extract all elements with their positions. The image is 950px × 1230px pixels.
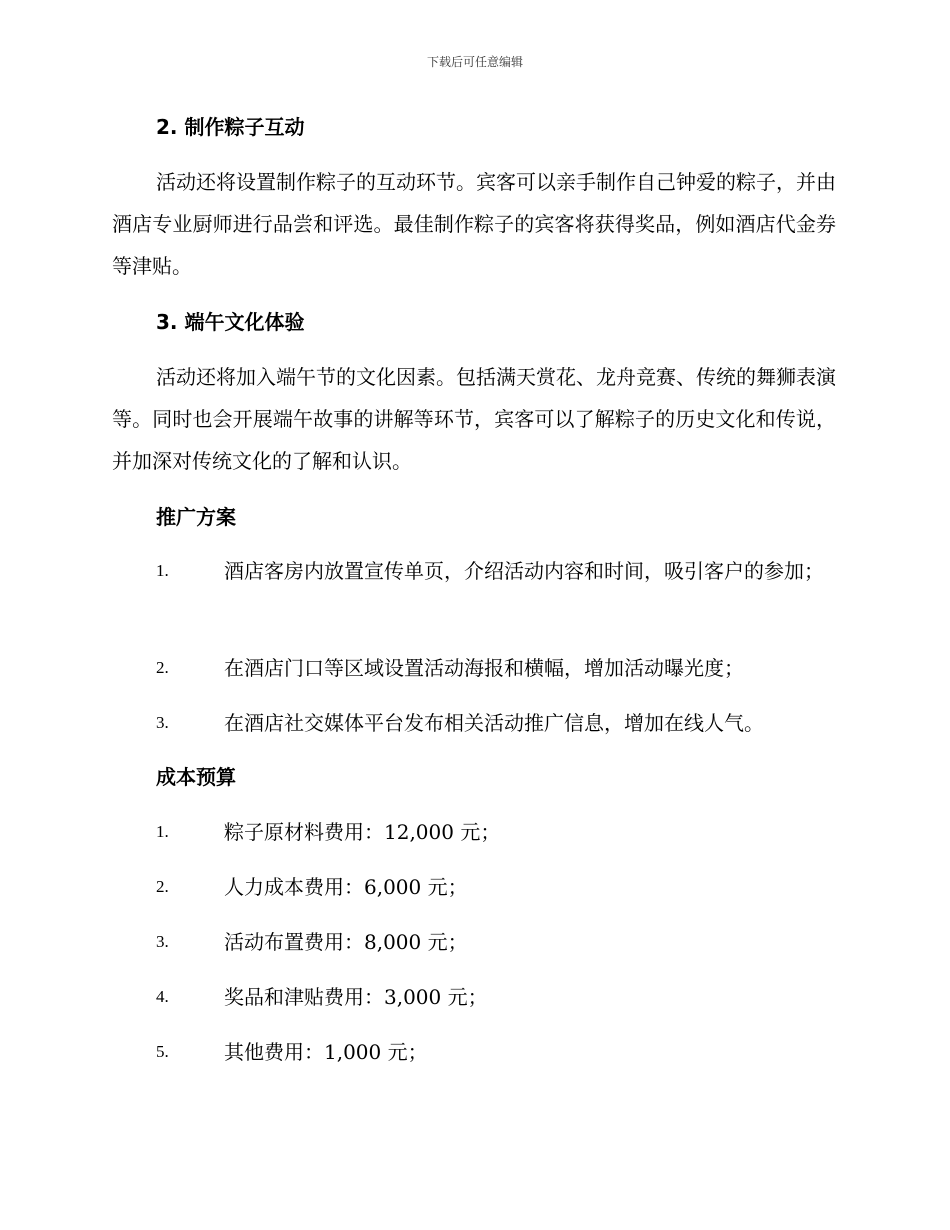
budget-list-item [112, 976, 836, 1018]
section-body-making-zongzi: 活动还将设置制作粽子的互动环节。宾客可以亲手制作自己钟爱的粽子，并由酒店专业厨师进行品尝和评选。最佳制作粽子的宾客将获得奖品，例如酒店代金券等津贴。 [112, 170, 836, 278]
budget-list-item [112, 1031, 836, 1073]
list-item-number: 1. [156, 561, 169, 580]
list-item-number: 2. [156, 658, 169, 677]
promotion-list-item [112, 647, 836, 689]
list-item-text: 奖品和津贴费用：3,000 元； [224, 985, 488, 1009]
list-item-number: 3. [156, 932, 169, 951]
list-item-number: 1. [156, 822, 169, 841]
list-item-text: 在酒店门口等区域设置活动海报和横幅，增加活动曝光度； [224, 656, 744, 680]
list-item-number: 5. [156, 1042, 169, 1061]
section-heading-making-zongzi: 2. 制作粽子互动 [156, 115, 305, 139]
section-heading-promotion: 推广方案 [156, 505, 236, 529]
list-item-text: 酒店客房内放置宣传单页，介绍活动内容和时间，吸引客户的参加； [224, 559, 824, 583]
list-item-number: 3. [156, 713, 169, 732]
budget-list-item [112, 921, 836, 963]
list-item-number: 2. [156, 877, 169, 896]
section-body-culture: 活动还将加入端午节的文化因素。包括满天赏花、龙舟竞赛、传统的舞狮表演等。同时也会开展端午故事的讲解等环节，宾客可以了解粽子的历史文化和传说，并加深对传统文化的了解和认识。 [112, 365, 836, 473]
list-item-text: 其他费用：1,000 元； [224, 1040, 428, 1064]
section-heading-budget: 成本预算 [156, 765, 236, 789]
page-header-note: 下载后可任意编辑 [426, 55, 523, 69]
list-item-text: 在酒店社交媒体平台发布相关活动推广信息，增加在线人气。 [224, 711, 764, 735]
promotion-list-item [112, 550, 836, 592]
section-heading-culture: 3. 端午文化体验 [156, 310, 305, 334]
budget-list-item [112, 866, 836, 908]
promotion-list-item [112, 702, 836, 744]
list-item-text: 人力成本费用：6,000 元； [224, 875, 468, 899]
list-item-number: 4. [156, 987, 169, 1006]
budget-list-item [112, 811, 836, 853]
list-item-text: 活动布置费用：8,000 元； [224, 930, 468, 954]
list-item-text: 粽子原材料费用：12,000 元； [224, 820, 501, 844]
